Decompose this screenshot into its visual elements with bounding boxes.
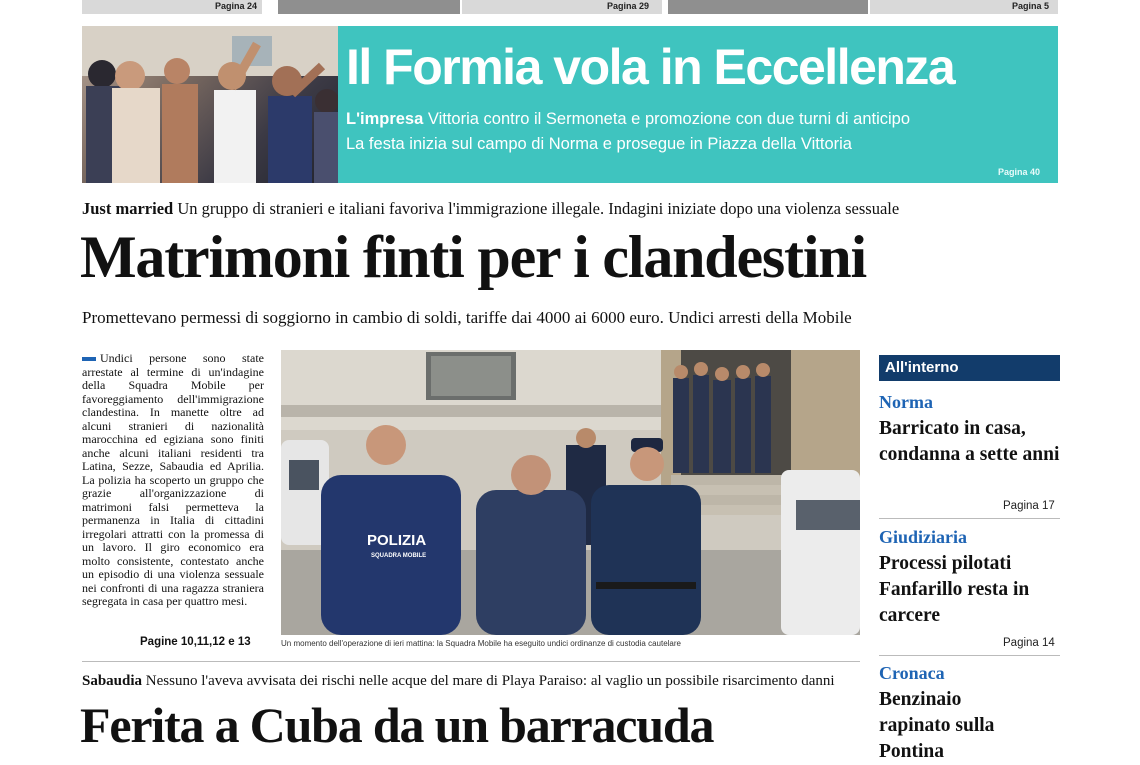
second-headline[interactable]: Ferita a Cuba da un barracuda xyxy=(80,697,714,753)
banner-title: Il Formia vola in Eccellenza xyxy=(346,39,955,95)
vest-sublabel: SQUADRA MOBILE xyxy=(371,553,427,559)
main-subhead: Promettevano permessi di soggiorno in cambio di soldi, tariffe dai 4000 ai 6000 euro. Undici arresti della Mobile xyxy=(82,308,852,327)
main-body xyxy=(82,352,264,609)
banner-line-2: La festa inizia sul campo di Norma e prosegue in Piazza della Vittoria xyxy=(346,135,852,153)
banner-kicker: L'impresa xyxy=(346,110,424,128)
story-marker-icon xyxy=(82,357,96,361)
sidebar-item-norma-category: Norma xyxy=(879,392,933,412)
teaser-page-ref: Pagina 29 xyxy=(607,1,650,11)
sport-banner[interactable] xyxy=(82,26,1058,183)
main-kicker-label: Just married xyxy=(82,199,174,218)
sidebar-item-norma-title[interactable]: Barricato in casa, condanna a sette anni xyxy=(879,418,1060,465)
teaser-page-ref: Pagina 5 xyxy=(1012,1,1050,11)
celebration-photo xyxy=(82,26,338,183)
sidebar-header-label: All'interno xyxy=(885,359,959,376)
main-kicker-text: Un gruppo di stranieri e italiani favoriva l'immigrazione illegale. Indagini iniziate dopo una violenza sessuale xyxy=(177,199,900,218)
arrest-photo[interactable] xyxy=(281,350,860,635)
sidebar-item-cronaca-title[interactable]: Benzinaio rapinato sulla Pontina xyxy=(879,689,995,762)
main-body-text: Undici persone sono state arrestate al termine di un'indagine della Squadra Mobile per favoreggiamento dell'immigrazione clandestina. In manette oltre ad alcuni stranieri di nazionalità marocchina ed egiziana sono finiti anche alcuni italiani residenti tra Latina, Sezze, Sabaudia ed Aprilia. La polizia ha scoperto un gruppo che grazie all'organizzazione di matrimoni falsi permetteva la permanenza in Italia di cittadini irregolari attratti con la promessa di un lavoro. Il giro economico era molto consistente, contestato anche un episodio di una violenza sessuale nei confronti di una ragazza straniera segregata in casa per quattro mesi. xyxy=(82,351,264,608)
teaser-page-ref: Pagina 24 xyxy=(215,1,258,11)
teaser-thumbnail[interactable] xyxy=(278,0,460,14)
second-kicker-text: Nessuno l'aveva avvisata dei rischi nelle acque del mare di Playa Paraiso: al vaglio un possibile risarcimento danni xyxy=(145,673,835,689)
second-kicker-label: Sabaudia xyxy=(82,673,143,689)
section-divider xyxy=(82,661,860,662)
photo-caption: Un momento dell'operazione di ieri mattina: la Squadra Mobile ha eseguito undici ordinanze di custodia cautelare xyxy=(281,639,681,648)
main-pages-ref: Pagine 10,11,12 e 13 xyxy=(140,636,251,648)
banner-summary xyxy=(346,110,910,129)
main-headline[interactable]: Matrimoni finti per i clandestini xyxy=(80,224,866,290)
sidebar-item-cronaca-category: Cronaca xyxy=(879,663,945,683)
sidebar-item-norma-page: Pagina 17 xyxy=(1003,500,1055,512)
sidebar-divider xyxy=(879,655,1060,656)
sidebar-item-giudiziaria-title[interactable]: Processi pilotati Fanfarillo resta in carcere xyxy=(879,553,1030,626)
banner-page-ref: Pagina 40 xyxy=(997,167,1040,177)
teaser-thumbnail[interactable] xyxy=(668,0,868,14)
banner-line-1: Vittoria contro il Sermoneta e promozione con due turni di anticipo xyxy=(427,110,911,128)
sidebar-header xyxy=(879,355,1060,381)
top-strip xyxy=(82,0,1058,16)
sidebar-item-giudiziaria-category: Giudiziaria xyxy=(879,527,968,547)
sidebar-item-giudiziaria-page: Pagina 14 xyxy=(1003,637,1055,649)
vest-label: POLIZIA xyxy=(367,532,427,549)
sidebar-divider xyxy=(879,518,1060,519)
main-kicker xyxy=(82,199,899,219)
second-kicker xyxy=(82,673,835,690)
